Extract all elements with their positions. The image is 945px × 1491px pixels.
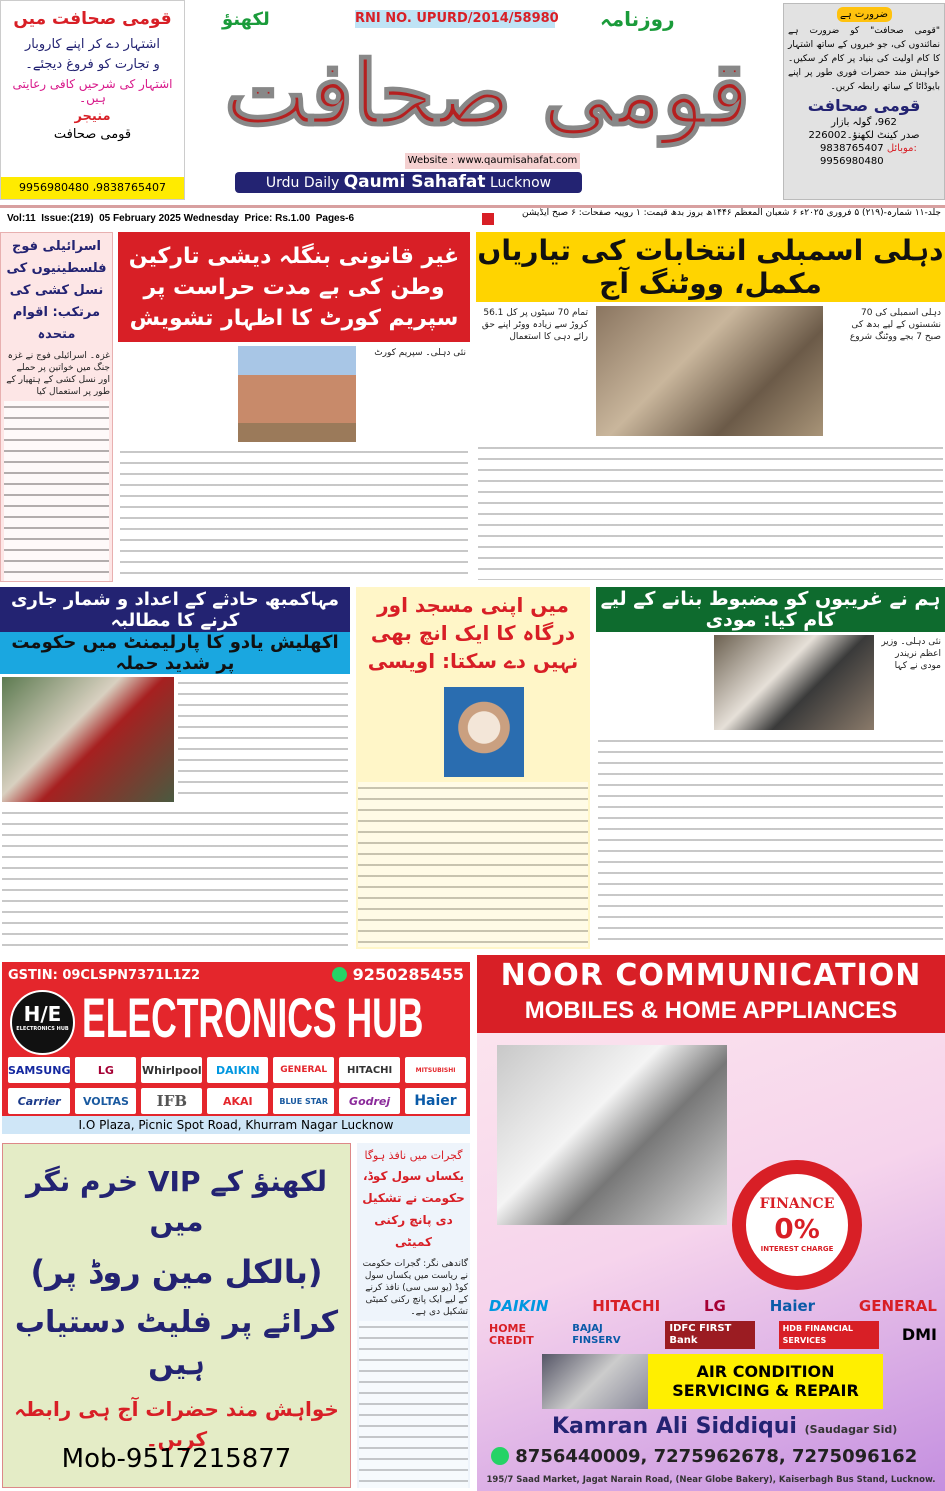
brand-carrier: Carrier bbox=[8, 1088, 70, 1114]
electronics-hub-ad bbox=[2, 962, 470, 1134]
brand-daikin: DAIKIN bbox=[207, 1057, 268, 1083]
story-bangladeshi bbox=[118, 232, 470, 582]
noor-header bbox=[477, 955, 945, 1033]
delhi-body-text bbox=[478, 442, 943, 580]
partner-hdb: HDB FINANCIAL SERVICES bbox=[779, 1321, 879, 1349]
right-ad-mobile-label: موبائل: bbox=[886, 143, 917, 154]
modi-body-text bbox=[598, 735, 943, 947]
price: Price: Rs.1.00 bbox=[244, 213, 311, 224]
noor-phone-numbers: 8756440009, 7275962678, 7275096162 bbox=[515, 1446, 918, 1467]
brand-blue-star: BLUE STAR bbox=[273, 1088, 334, 1114]
brand-grid bbox=[8, 1057, 466, 1114]
gujarat-lead: گاندھی نگر: گجرات حکومت نے ریاست میں یکساں سول کوڈ (یو سی سی) نافذ کرنے کے لیے ایک پانچ رکنی کمیٹی تشکیل دی ہے۔ bbox=[362, 1259, 468, 1317]
rni-number: RNI NO. UPURD/2014/58980 bbox=[355, 11, 559, 26]
brand-general: GENERAL bbox=[858, 1297, 937, 1315]
left-ad-phones: 9956980480 ،9838765407 bbox=[1, 177, 184, 199]
story-mahakumbh bbox=[0, 587, 350, 949]
brand-samsung: SAMSUNG bbox=[8, 1057, 70, 1083]
whatsapp-icon bbox=[491, 1447, 509, 1465]
noor-name: NOOR COMMUNICATION bbox=[500, 958, 922, 993]
electronics-hub-name: ELECTRONICS HUB bbox=[82, 988, 424, 1050]
partner-home-credit: HOME CREDIT bbox=[489, 1322, 534, 1347]
delhi-headline: دہلی اسمبلی انتخابات کی تیاریاں مکمل، ووٹنگ آج bbox=[477, 234, 944, 300]
akhilesh-photo bbox=[2, 677, 174, 802]
brand-hitachi: HITACHI bbox=[592, 1297, 661, 1315]
english-name: Qaumi Sahafat bbox=[343, 172, 486, 192]
mahakumbh-headline: مہاکمبھ حادثے کے اعداد و شمار جاری کرنے کا مطالبہ bbox=[0, 587, 350, 632]
right-ad-address2: صدر کینٹ لکھنؤ۔226002 bbox=[808, 130, 920, 141]
roznama-label: روزنامہ bbox=[600, 7, 675, 31]
owaisi-headline: میں اپنی مسجد اور درگاہ کا ایک انچ بھی نہیں دے سکتا: اویسی bbox=[367, 593, 579, 673]
mahakumbh-body-text bbox=[178, 677, 348, 802]
red-square-marker bbox=[482, 213, 494, 225]
masthead bbox=[0, 0, 945, 205]
gujarat-kicker: گجرات میں نافذ ہوگا bbox=[364, 1149, 463, 1162]
mahakumbh-subhead: اکھلیش یادو کا پارلیمنٹ میں حکومت پر شدید حملہ bbox=[0, 632, 350, 674]
brand-haier: Haier bbox=[769, 1297, 816, 1315]
noor-address: 195/7 Saad Market, Jagat Narain Road, (Near Globe Bakery), Kaiserbagh Bus Stand, Lucknow. bbox=[486, 1475, 936, 1485]
brand-daikin: DAIKIN bbox=[489, 1297, 549, 1315]
service-line1: AIR CONDITION bbox=[696, 1362, 835, 1381]
left-ad-manager: منیجر bbox=[74, 109, 111, 124]
brand-lg: LG bbox=[704, 1297, 726, 1315]
modi-headline: ہم نے غریبوں کو مضبوط بنانے کے لیے کام کیا: مودی bbox=[596, 587, 945, 632]
appliances-photo bbox=[497, 1045, 727, 1225]
israel-lead: غزہ۔ اسرائیلی فوج نے غزہ جنگ میں خواتین پر حملے اور نسل کشی کے ہتھیار کے طور پر استعمال کیا bbox=[6, 351, 110, 397]
partner-dmi: DMI bbox=[901, 1325, 937, 1344]
finance-label: FINANCE bbox=[759, 1196, 835, 1212]
story-delhi-elections bbox=[476, 232, 945, 582]
left-ad-box bbox=[0, 0, 185, 200]
owaisi-photo bbox=[444, 687, 524, 777]
ac-service-photo bbox=[542, 1354, 648, 1409]
supreme-court-photo bbox=[238, 346, 356, 442]
percent-label: % bbox=[793, 1215, 820, 1245]
israel-headline: اسرائیلی فوج فلسطینیوں کی نسل کشی کی مرتکب: اقوام متحدہ bbox=[6, 239, 107, 342]
vip-line3: کرائے پر فلیٹ دستیاب ہیں bbox=[14, 1305, 339, 1382]
city-label: لکھنؤ bbox=[222, 9, 270, 30]
vip-line2: (بالکل مین روڈ پر) bbox=[30, 1253, 323, 1291]
brand-akai: AKAI bbox=[207, 1088, 268, 1114]
finance-badge bbox=[732, 1160, 862, 1290]
electronics-phone bbox=[332, 965, 464, 984]
brand-lg: LG bbox=[75, 1057, 136, 1083]
noor-communication-ad bbox=[477, 955, 945, 1491]
website: Website : www.qaumisahafat.com bbox=[405, 153, 580, 169]
electronics-phone-number: 9250285455 bbox=[352, 965, 464, 984]
noor-tagline: MOBILES & HOME APPLIANCES bbox=[524, 997, 898, 1024]
owner-alias: (Saudagar Sid) bbox=[804, 1423, 898, 1436]
left-ad-line1: اشتہار دے کر اپنے کاروبار bbox=[25, 37, 160, 52]
modi-lead: نئی دہلی۔ وزیر اعظم نریندر مودی نے کہا bbox=[875, 635, 943, 673]
left-ad-line2: و تجارت کو فروغ دیجئے۔ bbox=[25, 57, 160, 72]
brand-mitsubishi: MITSUBISHI bbox=[405, 1057, 466, 1083]
logo-caption: ELECTRONICS HUB bbox=[16, 1026, 69, 1032]
partner-bajaj: BAJAJ FINSERV bbox=[572, 1323, 621, 1346]
electronics-address: I.O Plaza, Picnic Spot Road, Khurram Nagar Lucknow bbox=[2, 1116, 470, 1134]
right-ad-body: "قومی صحافت" کو ضرورت ہے نمائندوں کی، جو خبروں کے ساتھ اشتہار کا کام اولیت کی بنیاد پر کام کر سکیں۔ خواہش مند حضرات فوری طور پر اپنے بایوڈاٹا کے ساتھ رابطہ کریں۔ bbox=[788, 26, 940, 92]
owner-name: Kamran Ali Siddiqui bbox=[552, 1414, 797, 1439]
right-ad-address1: 962، گولہ بازار bbox=[831, 117, 897, 128]
gstin: GSTIN: 09CLSPN7371L1Z2 bbox=[8, 968, 201, 983]
left-ad-line3: اشتہار کی شرحیں کافی رعایتی ہیں۔ bbox=[12, 77, 173, 105]
story-israel bbox=[0, 232, 113, 582]
mahakumbh-body-text-lower bbox=[2, 807, 348, 947]
owner bbox=[552, 1413, 897, 1444]
ac-service-banner bbox=[648, 1354, 883, 1409]
israel-body-text bbox=[4, 401, 109, 582]
whatsapp-icon bbox=[332, 967, 347, 982]
volume: Vol:11 bbox=[7, 213, 36, 224]
story-gujarat bbox=[357, 1143, 470, 1488]
brand-hitachi: HITACHI bbox=[339, 1057, 400, 1083]
pages: Pages-6 bbox=[315, 213, 355, 224]
right-ad-phone2: 9956980480 bbox=[820, 156, 884, 167]
modi-photo bbox=[714, 635, 874, 730]
story-modi bbox=[596, 587, 945, 949]
partner-idfc: IDFC FIRST Bank bbox=[665, 1321, 755, 1349]
bangladeshi-lead: نئی دہلی۔ سپریم کورٹ bbox=[356, 346, 468, 360]
brand-voltas: VOLTAS bbox=[75, 1088, 136, 1114]
interest-label: INTEREST CHARGE bbox=[760, 1245, 834, 1253]
date: 05 February 2025 Wednesday bbox=[99, 213, 239, 224]
english-title bbox=[235, 172, 582, 193]
brand-general: GENERAL bbox=[273, 1057, 334, 1083]
right-ad-phone1: 9838765407 bbox=[820, 143, 884, 154]
owaisi-body-text bbox=[358, 782, 588, 947]
bangladeshi-body-text bbox=[120, 446, 468, 580]
english-suffix: Lucknow bbox=[489, 175, 552, 191]
dateline bbox=[0, 205, 945, 230]
brand-ifb: IFB bbox=[141, 1088, 202, 1114]
vip-line1: لکھنؤ کے VIP خرم نگر میں bbox=[26, 1165, 327, 1238]
left-ad-paper: قومی صحافت bbox=[53, 127, 132, 142]
brand-whirlpool: Whirlpool bbox=[141, 1057, 202, 1083]
right-ad-paper: قومی صحافت bbox=[807, 96, 921, 115]
electronics-hub-logo: H/E ELECTRONICS HUB bbox=[10, 990, 75, 1055]
brand-haier: Haier bbox=[405, 1088, 466, 1114]
vip-flat-ad bbox=[2, 1143, 351, 1488]
voters-photo bbox=[596, 306, 823, 436]
delhi-lead: دہلی اسمبلی کی 70 نشستوں کے لیے بدھ کی صبح 7 بجے ووٹنگ شروع bbox=[831, 306, 943, 344]
vip-line4: خواہش مند حضرات آج ہی رابطہ کریں۔ bbox=[14, 1397, 339, 1451]
right-ad-badge: ضرورت ہے bbox=[837, 7, 892, 22]
left-ad-title: قومی صحافت میں bbox=[13, 9, 172, 29]
bangladeshi-headline: غیر قانونی بنگلہ دیشی تارکین وطن کی بے مدت حراست پر سپریم کورٹ کا اظہار تشویش bbox=[118, 232, 470, 342]
right-ad-box bbox=[783, 3, 945, 200]
appliance-brands bbox=[489, 1297, 937, 1315]
gujarat-headline: یکساں سول کوڈ، حکومت نے تشکیل دی پانچ رکنی کمیٹی bbox=[362, 1169, 465, 1249]
urdu-dateline: جلد-۱۱ شمارہ-(۲۱۹) ۵ فروری ۲۰۲۵ء ۶ شعبان المعظم ۱۴۴۶ھ بروز بدھ قیمت: ۱ روپیہ صفحات: ۶ صبح ایڈیشن bbox=[522, 208, 941, 218]
story-owaisi bbox=[356, 587, 590, 949]
noor-phones bbox=[491, 1445, 917, 1469]
delhi-lead2: تمام 70 سیٹوں پر کل 56.1 کروڑ سے زیادہ ووٹر اپنے حق رائے دہی کا استعمال bbox=[478, 306, 590, 344]
brand-godrej: Godrej bbox=[339, 1088, 400, 1114]
zero-label: 0 bbox=[774, 1212, 794, 1245]
english-prefix: Urdu Daily bbox=[265, 175, 340, 191]
vip-mobile: Mob-9517215877 bbox=[61, 1444, 292, 1474]
issue: Issue:(219) bbox=[41, 213, 94, 224]
masthead-logo: قومی صحافت bbox=[224, 41, 750, 145]
service-line2: SERVICING & REPAIR bbox=[672, 1381, 859, 1400]
finance-partners bbox=[489, 1321, 937, 1349]
gujarat-body-text bbox=[359, 1321, 468, 1488]
